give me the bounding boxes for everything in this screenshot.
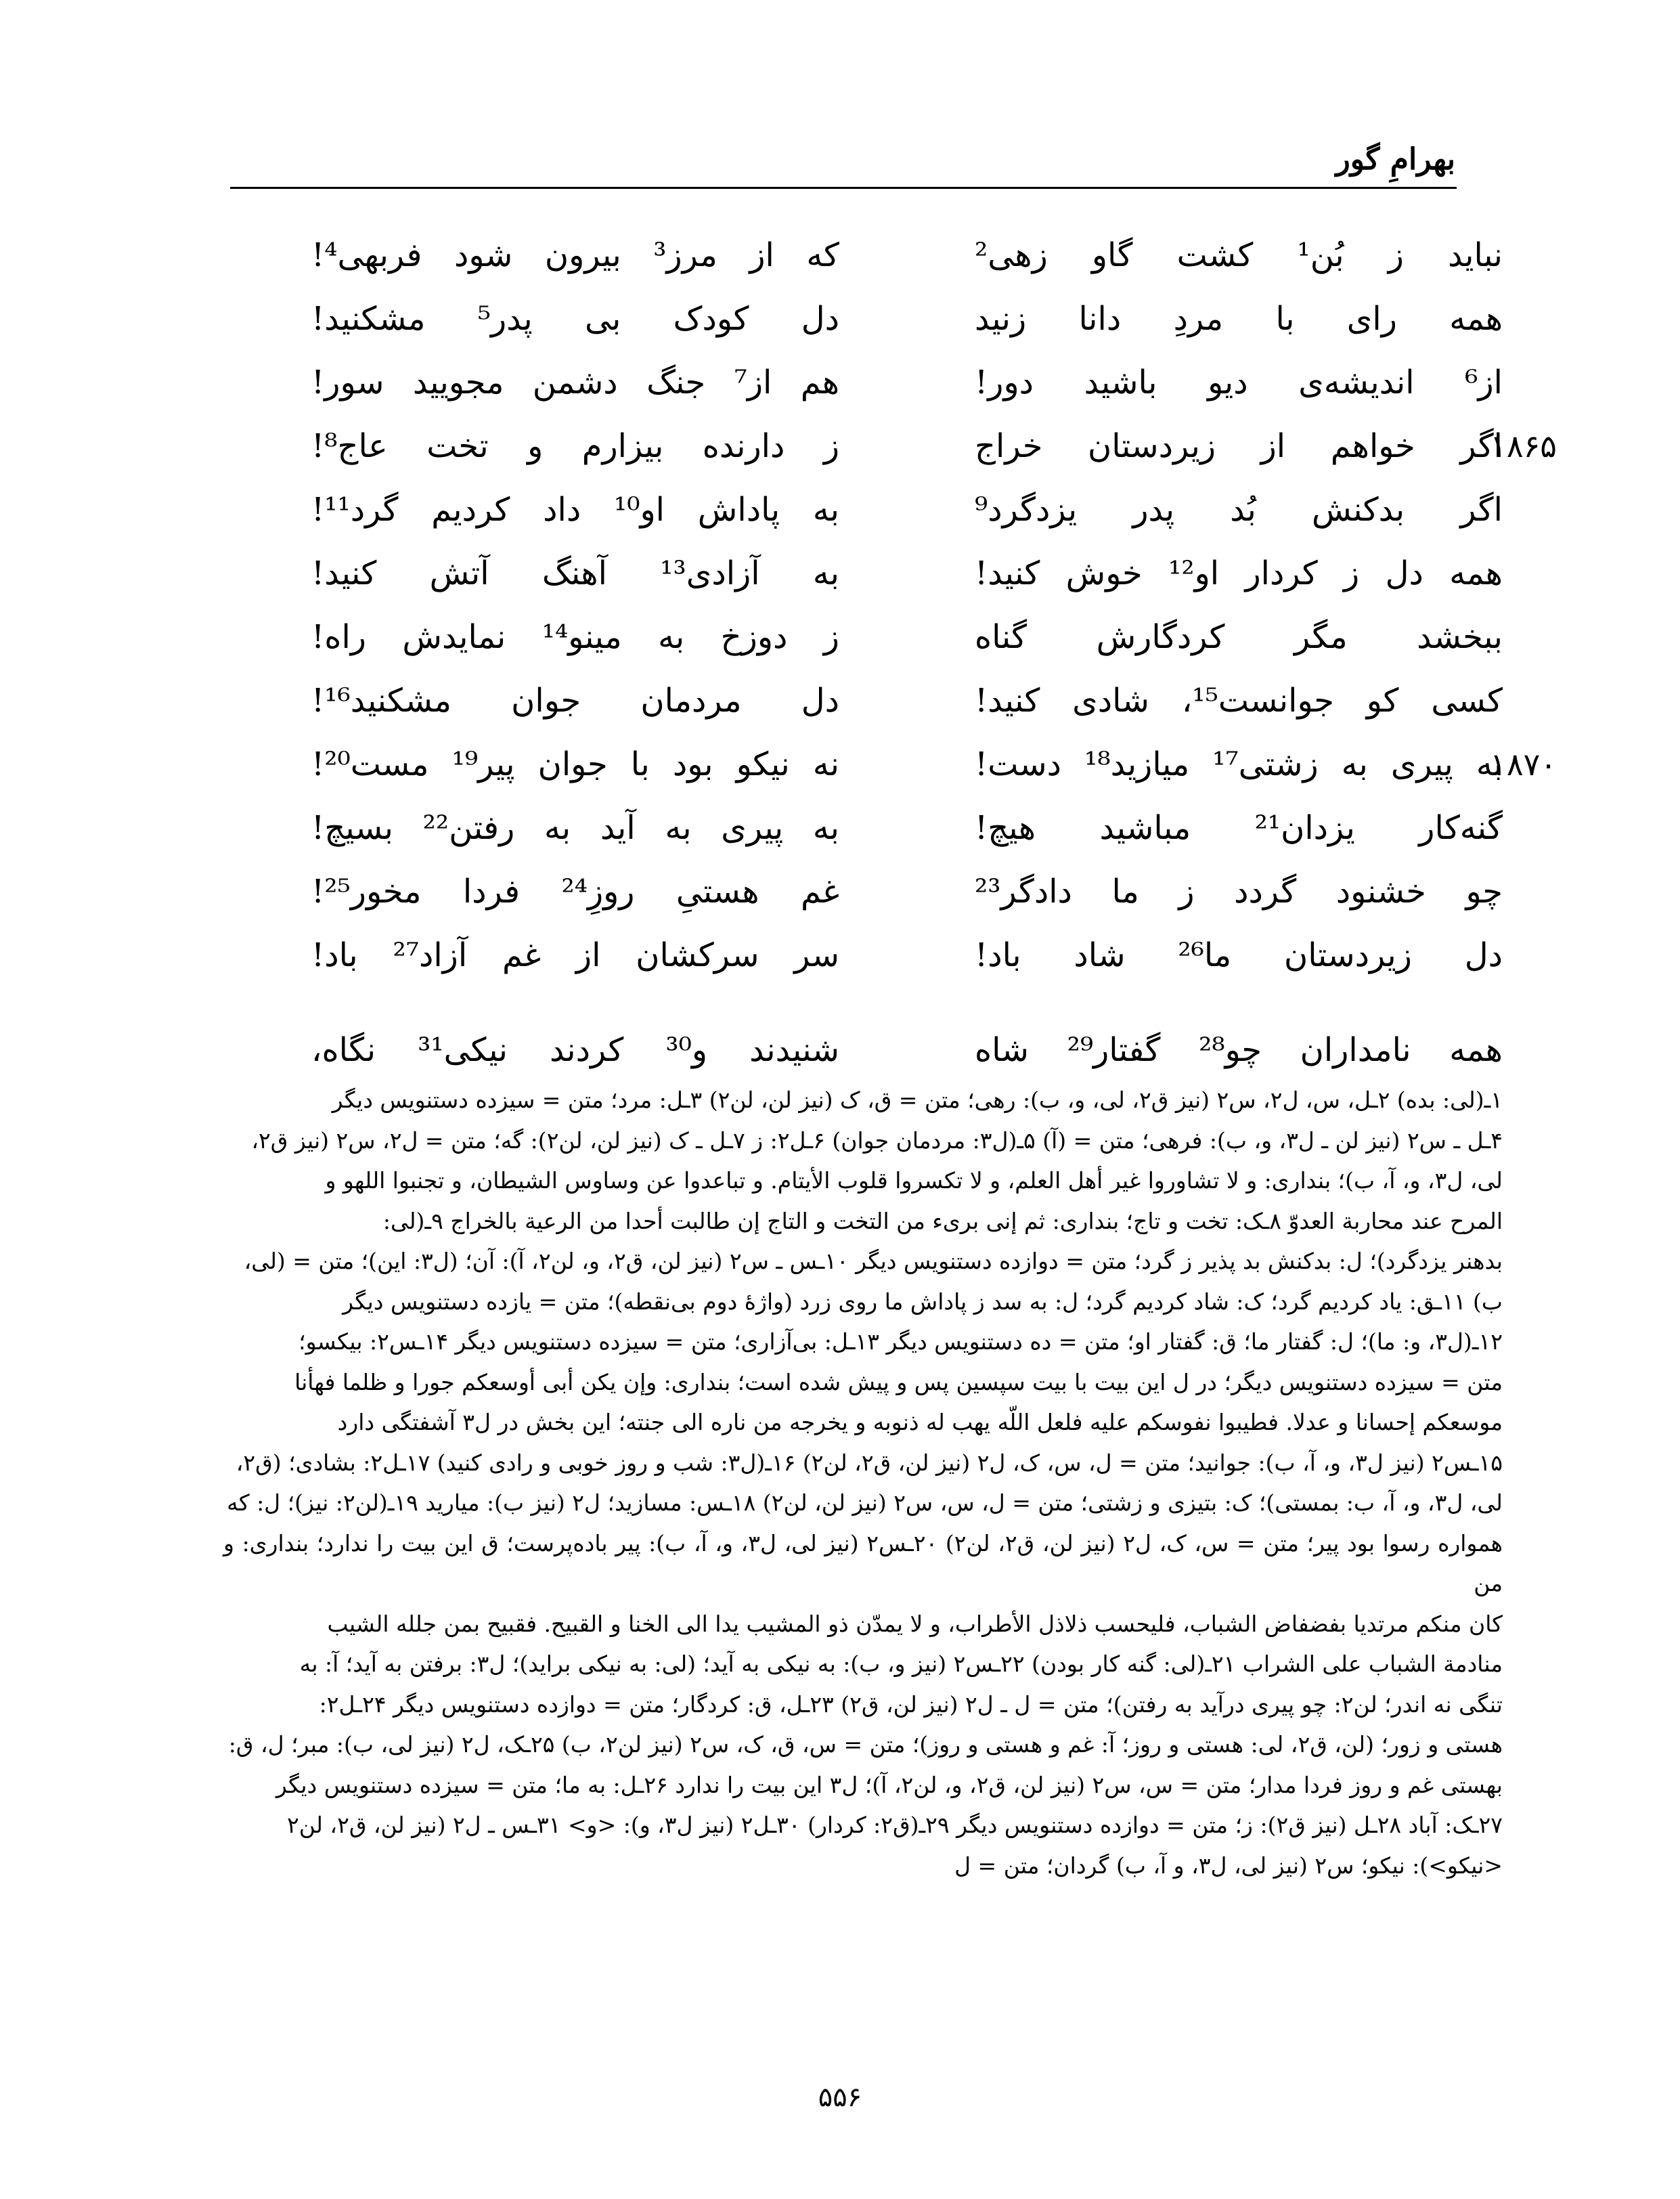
footnote-line: لی، ل۳، و، آ، ب)؛ بنداری: و لا تشاوروا غیر أهل العلم، و لا تکسروا قلوب الأیتام. و تباعدوا عن وساوس الشیطان، و تجنبوا اللهو و (325, 1167, 1503, 1194)
running-head-title: بهرامِ گور (1335, 142, 1455, 177)
verse-couplet (311, 351, 1503, 414)
footnote-line: همواره رسوا بود پیر؛ متن = س، ک، ل۲ (نیز لن، ق۲، لن۲) ۲۰ـس۲ (نیز لی، ل۳، و، آ، ب): پیر باده‌پرست؛ ق این بیت را ندارد؛ بنداری: و من (223, 1529, 1503, 1596)
verse-right-hemistich: همه دل ز کردار او¹² خوش کنید! (975, 554, 1503, 592)
footnote-line: بدهنر یزدگرد)؛ ل: بدکنش بد پذیر ز گرد؛ متن = دوازده دستنویس دیگر ۱۰ـس ـ س۲ (نیز لن، ق۲، و، لن۲، آ): آن؛ (ل۳: این)؛ متن = (لی، (244, 1248, 1503, 1274)
verse-left-hemistich: شنیدند و³⁰ کردند نیکی³¹ نگاه، (311, 1031, 839, 1069)
verse-left-hemistich: به پاداش او¹⁰ داد کردیم گرد¹¹! (311, 491, 839, 529)
verse-right-hemistich: چو خشنود گردد ز ما دادگر²³ (975, 873, 1503, 911)
verse-couplet (311, 223, 1503, 287)
verse-couplet (311, 542, 1503, 605)
verse-right-hemistich: همه رای با مردِ دانا زنید (975, 300, 1503, 338)
verse-right-hemistich: ببخشد مگر کردگارش گناه (975, 618, 1503, 656)
verse-left-hemistich: به پیری به آید به رفتن²² بسیچ! (311, 809, 839, 847)
verse-left-hemistich: به آزادی¹³ آهنگ آتش کنید! (311, 554, 840, 592)
stanza-gap (311, 987, 1503, 1018)
footnote-line: <نیکو>): نیکو؛ س۲ (نیز لی، ل۳، و آ، ب) گردان؛ متن = ل (954, 1852, 1503, 1879)
verse-left-hemistich: دل مردمان جوان مشکنید¹⁶! (311, 682, 839, 720)
verse-couplet (311, 923, 1503, 987)
footnote-line: منادمة الشباب علی الشراب ۲۱ـ(لی: گنه کار بودن) ۲۲ـس۲ (نیز و، ب): به نیکی به آید؛ (لی: به نیکی براید)؛ ل۳: برفتن به آید؛ آ: به (299, 1651, 1503, 1677)
verse-right-hemistich: از⁶ اندیشه‌ی دیو باشید دور! (975, 364, 1503, 401)
verse-couplet (311, 605, 1503, 669)
verse-right-hemistich: گنه‌کار یزدان²¹ مباشید هیچ! (975, 809, 1503, 847)
verse-couplet (311, 669, 1503, 733)
verse-couplet (311, 796, 1503, 860)
verse-right-hemistich: نباید ز بُن¹ کشت گاو زهی² (975, 236, 1503, 274)
verse-right-hemistich: همه نامداران چو²⁸ گفتار²⁹ شاه (975, 1031, 1503, 1069)
verse-right-hemistich: اگر خواهم از زیردستان خراج (975, 427, 1503, 465)
footnote-line: بهستی غم و روز فردا مدار؛ متن = س، س۲ (نیز لن، ق۲، و، لن۲، آ)؛ ل۳ این بیت را ندارد ۲۶ـل: به ما؛ متن = سیزده دستنویس دیگر (275, 1771, 1503, 1798)
footnotes-apparatus (223, 1080, 1503, 1886)
footnote-line: المرح عند محاربة العدوّ ۸ـک: تخت و تاج؛ بنداری: ثم إنی بریء من التخت و التاج إن طالبت أحدا من الرعیة بالخراج ۹ـ(لی: (382, 1207, 1503, 1234)
verse-number: ۱۸۷۰ (1490, 746, 1557, 783)
verse-right-hemistich: اگر بدکنش بُد پدر یزدگرد⁹ (975, 491, 1503, 529)
verse-couplet (311, 860, 1503, 923)
verse-left-hemistich: که از مرز³ بیرون شود فربهی⁴! (311, 236, 840, 274)
footnote-line: ب) ۱۱ـق: یاد کردیم گرد؛ ک: شاد کردیم گرد؛ ل: به سد ز پاداش ما روی زرد (واژهٔ دوم بی‌نقطه)؛ متن = یازده دستنویس دیگر (342, 1288, 1503, 1315)
footnote-line: متن = سیزده دستنویس دیگر؛ در ل این بیت با بیت سپسین پس و پیش شده است؛ بنداری: وإن یکن أبی أوسعکم جورا و ظلما فهأنا (294, 1368, 1503, 1395)
verse-left-hemistich: دل کودک بی پدر⁵ مشکنید! (311, 300, 840, 338)
verse-left-hemistich: نه نیکو بود با جوان پیر¹⁹ مست²⁰! (311, 745, 840, 783)
closing-verse-couplet (311, 1018, 1503, 1082)
footnote-line: هستی و زور؛ (لن، ق۲، لی: هستی و روز؛ آ: غم و هستی و روز)؛ متن = س، ق، ک، س۲ (نیز لن۲، ب) ۲۵ـک، ل۲ (نیز لی، ب): مبر؛ ل، ق: (228, 1731, 1503, 1758)
footnote-line: ۴ـل ـ س۲ (نیز لن ـ ل۳، و، ب): فرهی؛ متن = (آ) ۵ـ(ل۳: مردمان جوان) ۶ـل۲: ز ۷ـل ـ ک (نیز لن، لن۲): گه؛ متن = ل۲، س۲ (نیز ق۲، (251, 1127, 1503, 1154)
verse-right-hemistich: کسی کو جوانست¹⁵، شادی کنید! (975, 682, 1503, 720)
header-rule (230, 187, 1457, 189)
footnote-line: موسعکم إحسانا و عدلا. فطیبوا نفوسکم علیه فلعل اللّه یهب له ذنوبه و یخرجه من ناره الی جنته؛ این بخش در ل۳ آشفتگی دارد (337, 1409, 1503, 1435)
verse-couplet (311, 414, 1557, 478)
footnote-line: ۲۷ـک: آباد ۲۸ـل (نیز ق۲): ز؛ متن = دوازده دستنویس دیگر ۲۹ـ(ق۲: کردار) ۳۰ـل۲ (نیز ل۳، و): <و> ۳۱ـس ـ ل۲ (نیز لن، ق۲، لن۲ (287, 1812, 1503, 1838)
verse-number: ۱۸۶۵ (1490, 428, 1557, 464)
footnote-line: ۱ـ(لی: بده) ۲ـل، س، ل۲، س۲ (نیز ق۲، لی، و، ب): رهی؛ متن = ق، ک (نیز لن، لن۲) ۳ـل: مرد؛ متن = سیزده دستنویس دیگر (332, 1087, 1503, 1113)
footnote-line: ۱۵ـس۲ (نیز ل۳، و، آ، ب): جوانید؛ متن = ل، س، ک، ل۲ (نیز لن، ق۲، لن۲) ۱۶ـ(ل۳: شب و روز خوبی و رادی کنید) ۱۷ـل۲: بشادی؛ (ق۲، (236, 1449, 1503, 1476)
verse-left-hemistich: غم هستیِ روزِ²⁴ فردا مخور²⁵! (311, 873, 839, 911)
footnote-line: لی، ل۳، و، آ، ب: بمستی)؛ ک: بتیزی و زشتی؛ متن = ل، س، س۲ (نیز لن، لن۲) ۱۸ـس: مسازید؛ ل۲ (نیز ب): میارید ۱۹ـ(لن۲: نیز)؛ ل: که (227, 1489, 1503, 1516)
verse-right-hemistich: دل زیردستان ما²⁶ شاد باد! (975, 936, 1503, 974)
footnote-line: کان منکم مرتدیا بفضفاض الشباب، فلیحسب ذلاذل الأطراب، و لا یمدّن ذو المشیب یدا الی الخنا و القبیح. فقبیح بمن جلله الشیب (327, 1610, 1503, 1637)
footnote-line: ۱۲ـ(ل۳، و: ما)؛ ل: گفتار ما؛ ق: گفتار او؛ متن = ده دستنویس دیگر ۱۳ـل: بی‌آزاری؛ متن = سیزده دستنویس دیگر ۱۴ـس۲: بیکسو؛ (299, 1328, 1503, 1355)
verse-left-hemistich: هم از⁷ جنگ دشمن مجویید سور! (311, 364, 840, 401)
verse-couplet (311, 478, 1503, 542)
verse-couplet (311, 287, 1503, 351)
footnote-line: تنگی نه اندر؛ لن۲: چو پیری درآید به رفتن)؛ متن = ل ـ ل۲ (نیز لن، ق۲) ۲۳ـل، ق: کردگار؛ متن = دوازده دستنویس دیگر ۲۴ـل۲: (319, 1691, 1503, 1718)
verse-block (311, 223, 1557, 1082)
verse-left-hemistich: سر سرکشان از غم آزاد²⁷ باد! (311, 936, 840, 974)
verse-right-hemistich: به پیری به زشتی¹⁷ میازید¹⁸ دست! (975, 745, 1503, 783)
verse-left-hemistich: ز دوزخ به مینو¹⁴ نمایدش راه! (311, 618, 839, 656)
verse-couplet (311, 733, 1557, 796)
page-number: ۵۵۶ (818, 2082, 862, 2113)
verse-left-hemistich: ز دارنده بیزارم و تخت عاج⁸! (311, 427, 839, 465)
